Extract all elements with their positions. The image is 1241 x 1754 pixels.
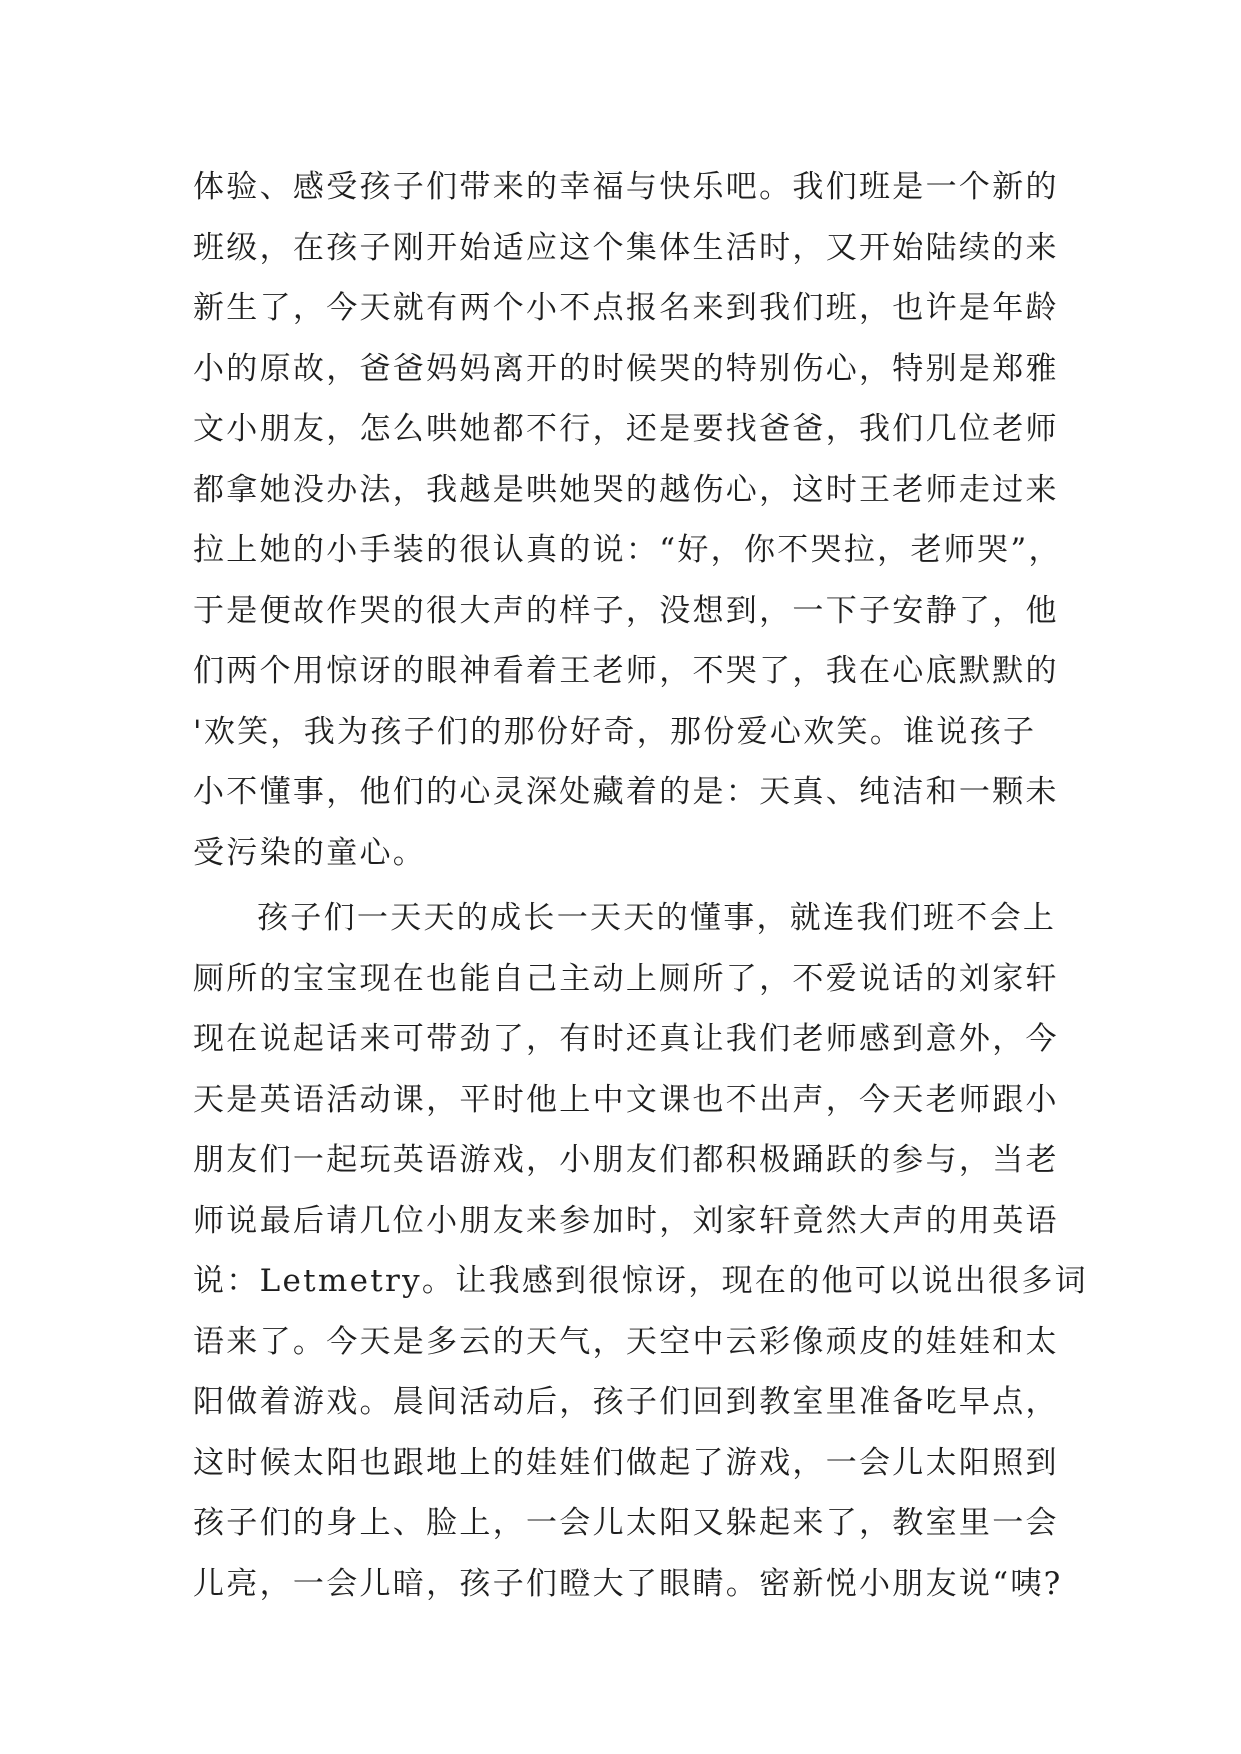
text-line: 这时候太阳也跟地上的娃娃们做起了游戏，一会儿太阳照到: [193, 1444, 1059, 1481]
text-line: 文小朋友，怎么哄她都不行，还是要找爸爸，我们几位老师: [193, 411, 1059, 447]
text-line: 师说最后请几位小朋友来参加时，刘家轩竟然大声的用英语: [193, 1202, 1059, 1239]
text-line: 现在说起话来可带劲了，有时还真让我们老师感到意外，今: [193, 1021, 1059, 1057]
text-line: 受污染的童心。: [193, 834, 427, 871]
text-line: 儿亮，一会儿暗，孩子们瞪大了眼睛。密新悦小朋友说“咦?: [193, 1565, 1063, 1602]
text-line: 天是英语活动课，平时他上中文课也不出声，今天老师跟小: [193, 1081, 1059, 1118]
text-line: 语来了。今天是多云的天气，天空中云彩像顽皮的娃娃和太: [193, 1323, 1059, 1360]
text-line: 于是便故作哭的很大声的样子，没想到，一下子安静了，他: [193, 592, 1059, 629]
text-line: 阳做着游戏。晨间活动后，孩子们回到教室里准备吃早点，: [193, 1384, 1059, 1420]
text-line: 朋友们一起玩英语游戏，小朋友们都积极踊跃的参与，当老: [193, 1142, 1059, 1178]
text-line: 拉上她的小手装的很认真的说：“好，你不哭拉，老师哭”，: [193, 532, 1062, 568]
text-line: 都拿她没办法，我越是哄她哭的越伤心，这时王老师走过来: [193, 471, 1059, 508]
text-line: 班级，在孩子刚开始适应这个集体生活时，又开始陆续的来: [193, 229, 1059, 266]
text-line: 说：Letmetry。让我感到很惊讶，现在的他可以说出很多词: [193, 1263, 1088, 1299]
text-line: 体验、感受孩子们带来的幸福与快乐吧。我们班是一个新的: [193, 169, 1059, 205]
text-line: '欢笑，我为孩子们的那份好奇，那份爱心欢笑。谁说孩子: [193, 713, 1037, 750]
document-body: [193, 157, 1088, 1614]
text-line: 孩子们的身上、脸上，一会儿太阳又躲起来了，教室里一会: [193, 1505, 1059, 1541]
text-line: 新生了，今天就有两个小不点报名来到我们班，也许是年龄: [193, 290, 1059, 326]
text-line-indented: 孩子们一天天的成长一天天的懂事，就连我们班不会上: [257, 900, 1057, 936]
paragraph-2: [193, 888, 1088, 1614]
text-line: 小不懂事，他们的心灵深处藏着的是：天真、纯洁和一颗未: [193, 774, 1059, 810]
text-line: 小的原故，爸爸妈妈离开的时候哭的特别伤心，特别是郑雅: [193, 350, 1059, 387]
text-line: 们两个用惊讶的眼神看着王老师，不哭了，我在心底默默的: [193, 653, 1059, 689]
paragraph-1: [193, 157, 1073, 883]
text-line: 厕所的宝宝现在也能自己主动上厕所了，不爱说话的刘家轩: [193, 960, 1059, 997]
